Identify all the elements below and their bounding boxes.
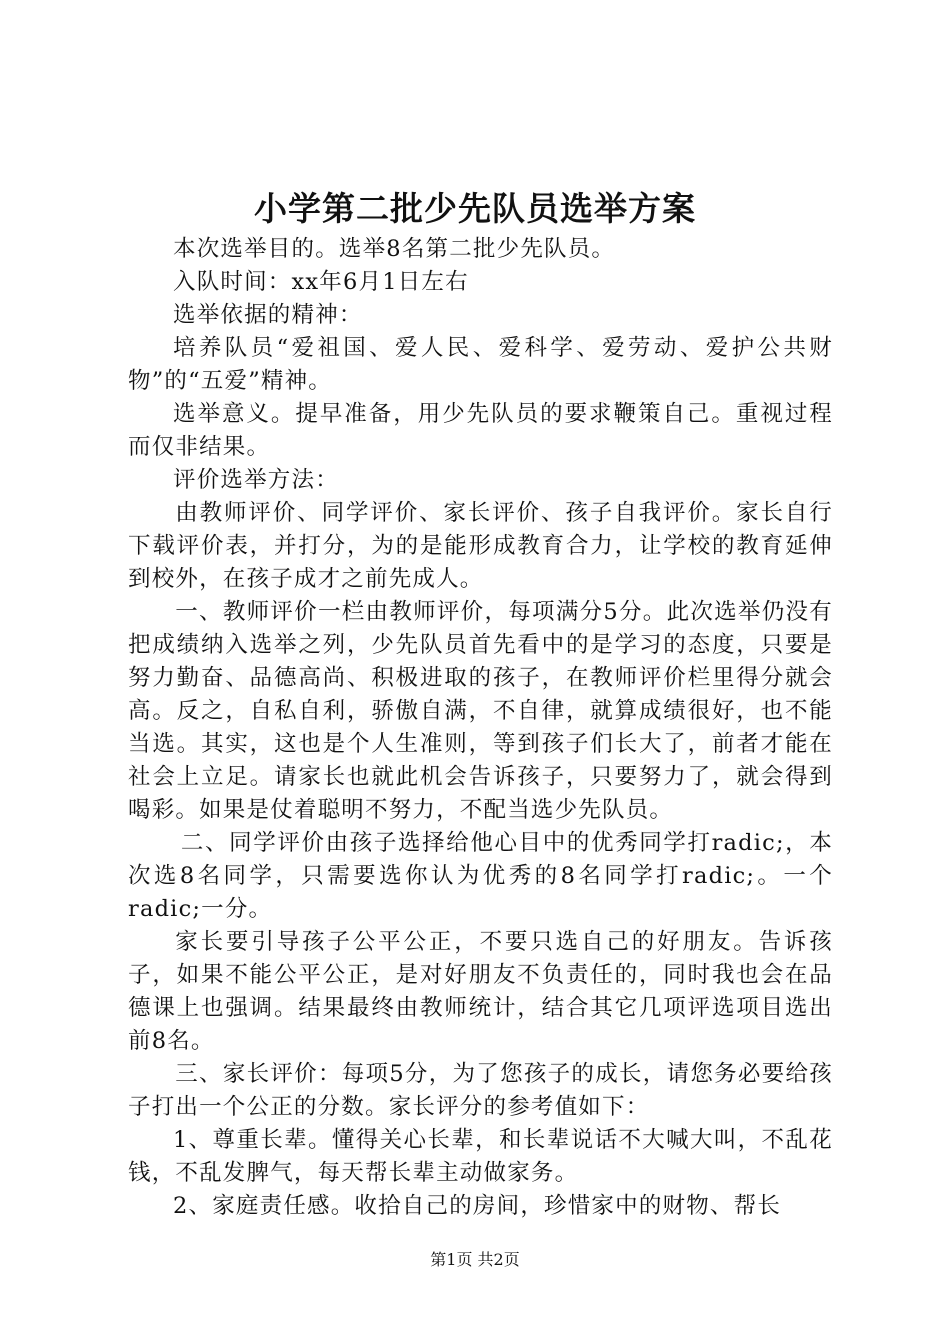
paragraph-classmate-eval: 二、同学评价由孩子选择给他心目中的优秀同学打radic;，本次选8名同学，只需要选你认为优秀的8名同学打radic;。一个radic;一分。 bbox=[128, 830, 833, 922]
paragraph-item-2: 2、家庭责任感。收拾自己的房间，珍惜家中的财物、帮长 bbox=[173, 1193, 782, 1219]
paragraph-basis-heading: 选举依据的精神： bbox=[173, 302, 363, 328]
paragraph-method-heading: 评价选举方法： bbox=[173, 467, 339, 493]
paragraph-parent-eval: 三、家长评价：每项5分，为了您孩子的成长，请您务必要给孩子打出一个公正的分数。家长评分的参考值如下： bbox=[128, 1061, 833, 1120]
paragraph-method: 由教师评价、同学评价、家长评价、孩子自我评价。家长自行下载评价表，并打分，为的是能形成教育合力，让学校的教育延伸到校外，在孩子成才之前先成人。 bbox=[128, 500, 833, 592]
paragraph-join-time: 入队时间：xx年6月1日左右 bbox=[173, 269, 469, 295]
document-title: 小学第二批少先队员选举方案 bbox=[254, 189, 696, 228]
paragraph-teacher-eval: 一、教师评价一栏由教师评价，每项满分5分。此次选举仍没有把成绩纳入选举之列，少先队员首先看中的是学习的态度，只要是努力勤奋、品德高尚、积极进取的孩子，在教师评价栏里得分就会高。反之，自私自利，骄傲自满，不自律，就算成绩很好，也不能当选。其实，这也是个人生准则，等到孩子们长大了，前者才能在社会上立足。请家长也就此机会告诉孩子，只要努力了，就会得到喝彩。如果是仗着聪明不努力，不配当选少先队员。 bbox=[128, 599, 833, 823]
paragraph-item-1: 1、尊重长辈。懂得关心长辈，和长辈说话不大喊大叫，不乱花钱，不乱发脾气，每天帮长辈主动做家务。 bbox=[128, 1127, 833, 1186]
document-body bbox=[128, 233, 833, 1223]
paragraph-purpose: 本次选举目的。选举8名第二批少先队员。 bbox=[173, 236, 616, 262]
paragraph-significance: 选举意义。提早准备，用少先队员的要求鞭策自己。重视过程而仅非结果。 bbox=[128, 401, 833, 460]
page-footer: 第1页 共2页 bbox=[430, 1250, 520, 1269]
paragraph-five-loves: 培养队员“爱祖国、爱人民、爱科学、爱劳动、爱护公共财物”的“五爱”精神。 bbox=[128, 335, 833, 394]
paragraph-parent-guidance: 家长要引导孩子公平公正，不要只选自己的好朋友。告诉孩子，如果不能公平公正，是对好朋友不负责任的，同时我也会在品德课上也强调。结果最终由教师统计，结合其它几项评选项目选出前8名。 bbox=[128, 929, 833, 1054]
